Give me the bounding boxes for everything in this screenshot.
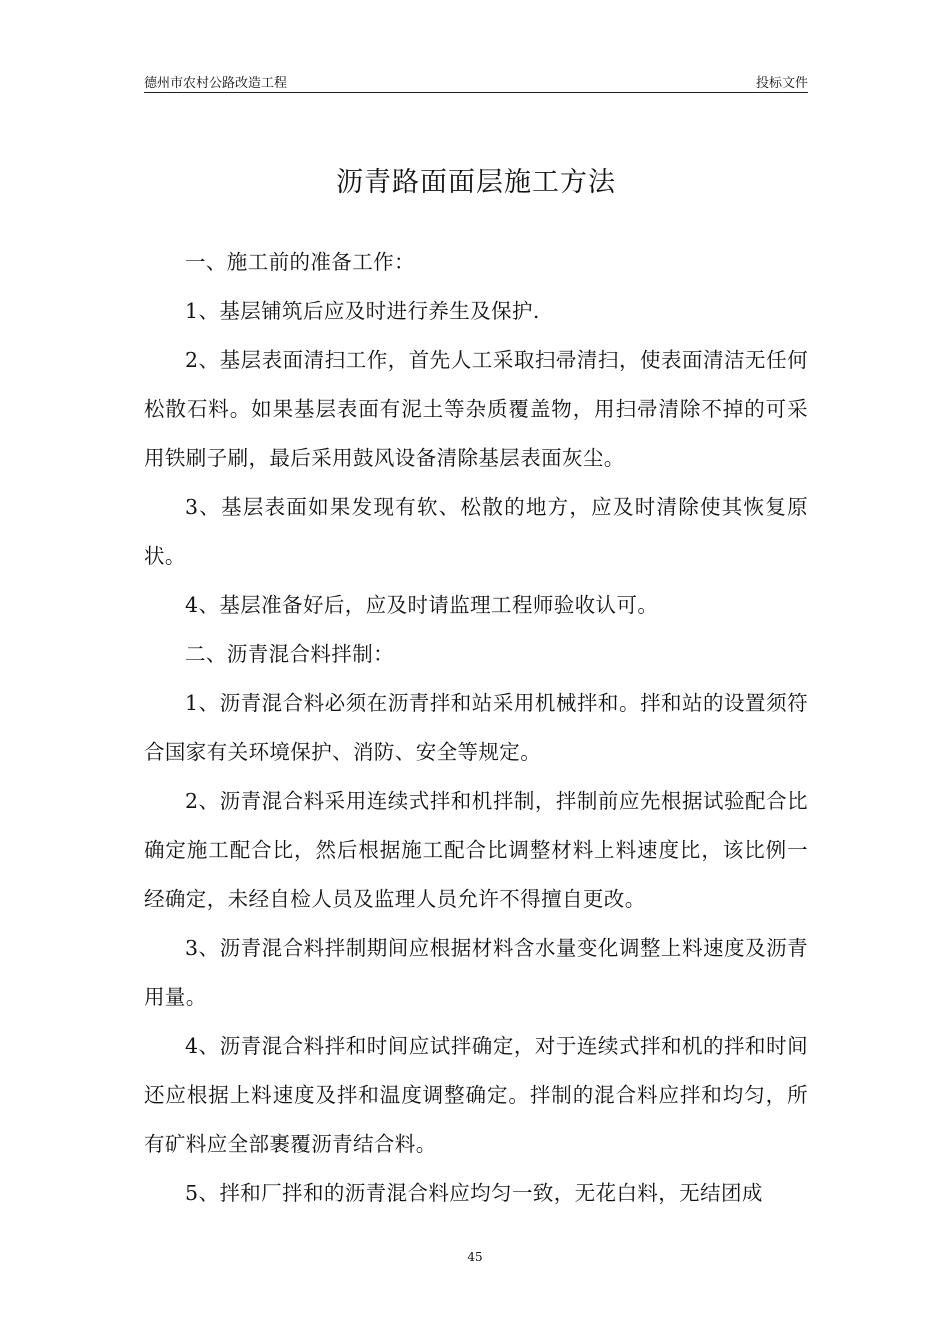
paragraph-mixing-1: 1、沥青混合料必须在沥青拌和站采用机械拌和。拌和站的设置须符合国家有关环境保护、消防、安全等规定。 [144, 691, 808, 764]
paragraph-mixing-5: 5、拌和厂拌和的沥青混合料应均匀一致，无花白料，无结团成 [185, 1181, 763, 1205]
paragraph-prep-4: 4、基层准备好后，应及时请监理工程师验收认可。 [185, 593, 659, 617]
paragraph-prep-3: 3、基层表面如果发现有软、松散的地方，应及时清除使其恢复原状。 [144, 495, 808, 568]
header-document-type: 投标文件 [755, 76, 808, 91]
page-header [144, 70, 808, 93]
paragraph-mixing-4: 4、沥青混合料拌和时间应试拌确定，对于连续式拌和机的拌和时间还应根据上料速度及拌和温度调整确定。拌制的混合料应拌和均匀，所有矿料应全部裹覆沥青结合料。 [144, 1034, 808, 1156]
paragraph-prep-heading: 一、施工前的准备工作： [185, 250, 415, 274]
section-title: 沥青路面面层施工方法 [336, 167, 616, 198]
paragraph-mixing-2: 2、沥青混合料采用连续式拌和机拌制，拌制前应先根据试验配合比确定施工配合比，然后根据施工配合比调整材料上料速度比，该比例一经确定，未经自检人员及监理人员允许不得擅自更改。 [144, 789, 808, 911]
header-project-name: 德州市农村公路改造工程 [144, 76, 288, 91]
paragraph-prep-2: 2、基层表面清扫工作，首先人工采取扫帚清扫，使表面清洁无任何松散石料。如果基层表面有泥土等杂质覆盖物，用扫帚清除不掉的可采用铁刷子刷，最后采用鼓风设备清除基层表面灰尘。 [144, 348, 808, 470]
paragraph-prep-1: 1、基层铺筑后应及时进行养生及保护. [185, 299, 540, 323]
page-number: 45 [467, 1250, 483, 1264]
paragraph-mixing-heading: 二、沥青混合料拌制： [185, 642, 394, 666]
paragraph-mixing-3: 3、沥青混合料拌制期间应根据材料含水量变化调整上料速度及沥青用量。 [144, 936, 808, 1009]
body-text [144, 238, 808, 1218]
